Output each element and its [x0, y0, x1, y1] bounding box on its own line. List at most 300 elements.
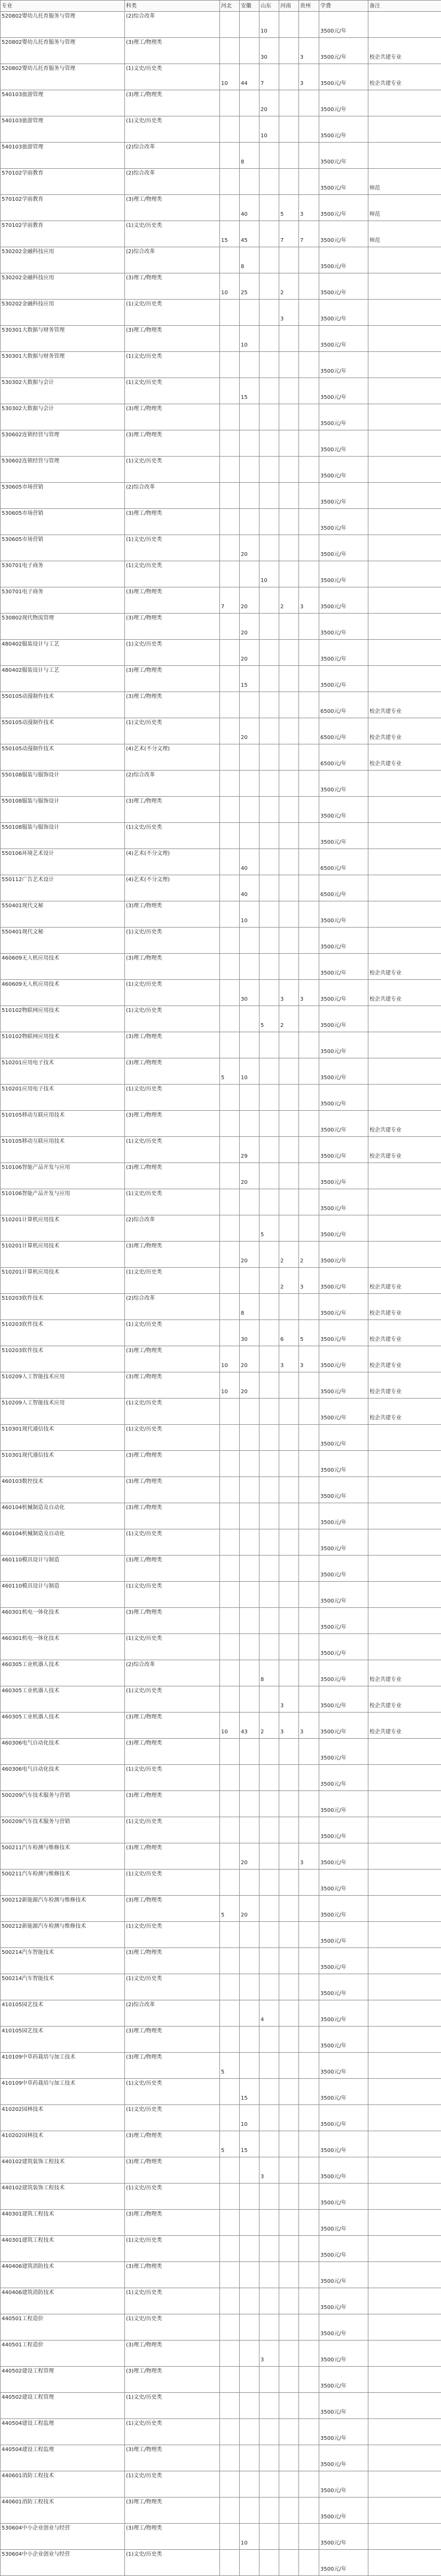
shandong-cell — [259, 1163, 279, 1189]
shandong-cell: 5 — [259, 1215, 279, 1242]
guizhou-cell — [299, 1058, 319, 1085]
category-cell: (1)文史/历史类 — [125, 2393, 220, 2419]
remark-cell — [368, 273, 441, 300]
guizhou-cell — [299, 1582, 319, 1608]
remark-cell — [368, 1634, 441, 1660]
table-row — [1, 247, 441, 273]
anhui-cell: 40 — [240, 849, 259, 875]
tuition-cell: 3500元/年 — [319, 2550, 368, 2576]
table-row — [1, 1451, 441, 1477]
major-cell: 460110模具设计与制造 — [1, 1582, 125, 1608]
guizhou-cell — [299, 2524, 319, 2550]
guizhou-cell — [299, 1032, 319, 1058]
hebei-cell — [220, 954, 240, 980]
table-row — [1, 2393, 441, 2419]
shandong-cell — [259, 1529, 279, 1556]
category-cell: (3)理工/物理类 — [125, 2262, 220, 2288]
shandong-cell: 20 — [259, 90, 279, 116]
category-cell: (3)理工/物理类 — [125, 1948, 220, 1974]
anhui-cell: 8 — [240, 1294, 259, 1320]
anhui-cell — [240, 1634, 259, 1660]
guizhou-cell — [299, 2105, 319, 2131]
shandong-cell — [259, 1948, 279, 1974]
anhui-cell: 20 — [240, 718, 259, 744]
tuition-cell: 3500元/年 — [319, 509, 368, 535]
category-cell: (3)理工/物理类 — [125, 1372, 220, 1399]
anhui-cell: 40 — [240, 875, 259, 901]
henan-cell — [279, 2419, 299, 2445]
major-cell: 510201计算机应用技术 — [1, 1215, 125, 1242]
henan-cell — [279, 1032, 299, 1058]
major-cell: 510209人工智能技术应用 — [1, 1372, 125, 1399]
category-cell: (3)理工/物理类 — [125, 1346, 220, 1372]
henan-cell — [279, 875, 299, 901]
hebei-cell — [220, 2419, 240, 2445]
hebei-cell — [220, 797, 240, 823]
major-cell: 510301现代通信技术 — [1, 1425, 125, 1451]
henan-cell — [279, 666, 299, 692]
shandong-cell — [259, 1477, 279, 1503]
table-row — [1, 1660, 441, 1686]
shandong-cell — [259, 2524, 279, 2550]
anhui-cell — [240, 352, 259, 378]
hebei-cell — [220, 12, 240, 38]
hebei-cell — [220, 2550, 240, 2576]
guizhou-cell — [299, 1660, 319, 1686]
tuition-cell: 3500元/年 — [319, 666, 368, 692]
shandong-cell — [259, 928, 279, 954]
henan-cell — [279, 352, 299, 378]
remark-cell — [368, 143, 441, 169]
major-cell: 440501工程造价 — [1, 2314, 125, 2341]
guizhou-cell — [299, 2367, 319, 2393]
henan-cell — [279, 1922, 299, 1948]
remark-cell — [368, 2288, 441, 2314]
shandong-cell — [259, 2314, 279, 2341]
major-cell: 510209人工智能技术应用 — [1, 1399, 125, 1425]
henan-cell — [279, 1556, 299, 1582]
remark-cell: 师范 — [368, 221, 441, 247]
shandong-cell — [259, 1634, 279, 1660]
table-row — [1, 2262, 441, 2288]
remark-cell — [368, 1791, 441, 1817]
hebei-cell — [220, 90, 240, 116]
hebei-cell — [220, 718, 240, 744]
major-cell: 410202园林技术 — [1, 2131, 125, 2157]
guizhou-cell — [299, 2157, 319, 2184]
category-cell: (2)综合改革 — [125, 1215, 220, 1242]
anhui-cell: 20 — [240, 1242, 259, 1268]
anhui-cell — [240, 169, 259, 195]
remark-cell — [368, 2053, 441, 2079]
major-cell: 500209汽车技术服务与营销 — [1, 1791, 125, 1817]
henan-cell — [279, 2000, 299, 2027]
tuition-cell: 3500元/年 — [319, 483, 368, 509]
tuition-cell: 3500元/年 — [319, 2027, 368, 2053]
guizhou-cell — [299, 2236, 319, 2262]
anhui-cell: 20 — [240, 1163, 259, 1189]
guizhou-cell: 3 — [299, 1268, 319, 1294]
guizhou-cell — [299, 666, 319, 692]
table-row — [1, 1006, 441, 1032]
henan-cell — [279, 744, 299, 771]
remark-cell — [368, 1974, 441, 2000]
remark-cell — [368, 2341, 441, 2367]
category-cell: (1)文史/历史类 — [125, 1137, 220, 1163]
shandong-cell — [259, 1189, 279, 1215]
shandong-cell — [259, 692, 279, 718]
guizhou-cell — [299, 169, 319, 195]
shandong-cell — [259, 587, 279, 614]
hebei-cell — [220, 1163, 240, 1189]
henan-cell — [279, 2288, 299, 2314]
major-cell: 440406建筑消防技术 — [1, 2288, 125, 2314]
shandong-cell — [259, 535, 279, 561]
hebei-cell — [220, 980, 240, 1006]
anhui-cell — [240, 771, 259, 797]
remark-cell — [368, 1032, 441, 1058]
henan-cell — [279, 1634, 299, 1660]
henan-cell — [279, 954, 299, 980]
table-row — [1, 1372, 441, 1399]
category-cell: (3)理工/物理类 — [125, 2524, 220, 2550]
remark-cell — [368, 561, 441, 587]
major-cell: 510201计算机应用技术 — [1, 1268, 125, 1294]
category-cell: (1)文史/历史类 — [125, 1320, 220, 1346]
tuition-cell: 3500元/年 — [319, 2314, 368, 2341]
henan-cell: 5 — [279, 195, 299, 221]
tuition-cell: 3500元/年 — [319, 2524, 368, 2550]
anhui-cell — [240, 404, 259, 430]
hebei-cell — [220, 1320, 240, 1346]
guizhou-cell — [299, 2079, 319, 2105]
tuition-cell: 3500元/年 — [319, 2419, 368, 2445]
tuition-cell: 3500元/年 — [319, 1608, 368, 1634]
category-cell: (3)理工/物理类 — [125, 1791, 220, 1817]
table-row — [1, 1503, 441, 1529]
category-cell: (4)艺术(不分文理) — [125, 875, 220, 901]
shandong-cell — [259, 849, 279, 875]
guizhou-cell: 3 — [299, 1713, 319, 1739]
anhui-cell: 15 — [240, 2131, 259, 2157]
shandong-cell — [259, 1320, 279, 1346]
henan-cell — [279, 535, 299, 561]
table-row — [1, 1399, 441, 1425]
category-cell: (1)文史/历史类 — [125, 1974, 220, 2000]
henan-cell — [279, 2027, 299, 2053]
guizhou-cell — [299, 561, 319, 587]
category-cell: (3)理工/物理类 — [125, 430, 220, 457]
shandong-cell: 2 — [259, 1713, 279, 1739]
guizhou-cell — [299, 509, 319, 535]
major-cell: 460306电气自动化技术 — [1, 1765, 125, 1791]
shandong-cell — [259, 195, 279, 221]
major-cell: 440601消防工程技术 — [1, 2498, 125, 2524]
anhui-cell — [240, 2000, 259, 2027]
table-row — [1, 692, 441, 718]
major-cell: 460305工业机器人技术 — [1, 1660, 125, 1686]
anhui-cell: 10 — [240, 2524, 259, 2550]
table-row — [1, 169, 441, 195]
table-row — [1, 1713, 441, 1739]
henan-cell — [279, 1451, 299, 1477]
major-cell: 440102建筑装饰工程技术 — [1, 2184, 125, 2210]
shandong-cell — [259, 221, 279, 247]
remark-cell — [368, 1739, 441, 1765]
anhui-cell — [240, 1503, 259, 1529]
shandong-cell — [259, 1058, 279, 1085]
anhui-cell — [240, 1006, 259, 1032]
guizhou-cell — [299, 457, 319, 483]
remark-cell — [368, 1451, 441, 1477]
guizhou-cell — [299, 2498, 319, 2524]
table-row — [1, 326, 441, 352]
guizhou-cell — [299, 901, 319, 928]
anhui-cell: 30 — [240, 1320, 259, 1346]
major-cell: 530605市场营销 — [1, 483, 125, 509]
tuition-cell: 3500元/年 — [319, 1582, 368, 1608]
guizhou-cell — [299, 12, 319, 38]
remark-cell — [368, 404, 441, 430]
shandong-cell — [259, 1451, 279, 1477]
hebei-cell — [220, 1189, 240, 1215]
hebei-cell — [220, 1765, 240, 1791]
hebei-cell: 5 — [220, 1896, 240, 1922]
table-row — [1, 2236, 441, 2262]
category-cell: (2)综合改革 — [125, 247, 220, 273]
remark-cell — [368, 2367, 441, 2393]
hebei-cell — [220, 1739, 240, 1765]
remark-cell: 校企共建专业 — [368, 744, 441, 771]
henan-cell — [279, 1085, 299, 1111]
major-cell: 550108服装与服饰设计 — [1, 797, 125, 823]
shandong-cell — [259, 2419, 279, 2445]
anhui-cell — [240, 1529, 259, 1556]
remark-cell — [368, 666, 441, 692]
shandong-cell — [259, 1503, 279, 1529]
guizhou-cell — [299, 1006, 319, 1032]
category-cell: (1)文史/历史类 — [125, 1582, 220, 1608]
table-row — [1, 1556, 441, 1582]
shandong-cell: 7 — [259, 64, 279, 90]
hebei-cell — [220, 38, 240, 64]
remark-cell — [368, 1556, 441, 1582]
hebei-cell — [220, 1608, 240, 1634]
table-row — [1, 1085, 441, 1111]
hebei-cell — [220, 1268, 240, 1294]
henan-cell — [279, 1503, 299, 1529]
hebei-cell — [220, 2524, 240, 2550]
henan-cell — [279, 2498, 299, 2524]
shandong-cell: 10 — [259, 116, 279, 143]
henan-cell — [279, 247, 299, 273]
table-row — [1, 2288, 441, 2314]
anhui-cell: 15 — [240, 2079, 259, 2105]
major-cell: 530604中小企业创业与经营 — [1, 2524, 125, 2550]
hebei-cell — [220, 1817, 240, 1843]
table-row — [1, 561, 441, 587]
category-cell: (2)综合改革 — [125, 1294, 220, 1320]
table-row — [1, 928, 441, 954]
hebei-cell — [220, 300, 240, 326]
hebei-cell — [220, 875, 240, 901]
anhui-cell — [240, 561, 259, 587]
guizhou-cell — [299, 2027, 319, 2053]
anhui-cell: 20 — [240, 1372, 259, 1399]
major-cell: 530802现代物流管理 — [1, 614, 125, 640]
henan-cell — [279, 116, 299, 143]
table-row — [1, 2000, 441, 2027]
table-row — [1, 1137, 441, 1163]
tuition-cell: 3500元/年 — [319, 2236, 368, 2262]
tuition-cell: 3500元/年 — [319, 928, 368, 954]
shandong-cell — [259, 1085, 279, 1111]
major-cell: 460301机电一体化技术 — [1, 1634, 125, 1660]
table-row — [1, 273, 441, 300]
table-row — [1, 1058, 441, 1085]
header-anhui: 安徽 — [240, 1, 259, 12]
henan-cell — [279, 483, 299, 509]
remark-cell — [368, 378, 441, 404]
major-cell: 550112广告艺术设计 — [1, 875, 125, 901]
major-cell: 460609无人机应用技术 — [1, 980, 125, 1006]
guizhou-cell — [299, 2000, 319, 2027]
tuition-cell: 3500元/年 — [319, 2157, 368, 2184]
hebei-cell — [220, 116, 240, 143]
category-cell: (3)理工/物理类 — [125, 1608, 220, 1634]
henan-cell — [279, 2262, 299, 2288]
guizhou-cell — [299, 2262, 319, 2288]
tuition-cell: 3500元/年 — [319, 1399, 368, 1425]
shandong-cell — [259, 1765, 279, 1791]
remark-cell — [368, 1922, 441, 1948]
guizhou-cell — [299, 1372, 319, 1399]
major-cell: 530602连锁经营与管理 — [1, 457, 125, 483]
category-cell: (1)文史/历史类 — [125, 1870, 220, 1896]
shandong-cell — [259, 169, 279, 195]
category-cell: (3)理工/物理类 — [125, 90, 220, 116]
hebei-cell — [220, 1582, 240, 1608]
category-cell: (3)理工/物理类 — [125, 1556, 220, 1582]
major-cell: 530602连锁经营与管理 — [1, 430, 125, 457]
shandong-cell — [259, 143, 279, 169]
table-row — [1, 849, 441, 875]
anhui-cell: 10 — [240, 326, 259, 352]
guizhou-cell — [299, 1111, 319, 1137]
guizhou-cell — [299, 300, 319, 326]
table-row — [1, 2210, 441, 2236]
hebei-cell — [220, 2105, 240, 2131]
henan-cell — [279, 1896, 299, 1922]
anhui-cell — [240, 1268, 259, 1294]
anhui-cell — [240, 1739, 259, 1765]
shandong-cell — [259, 2184, 279, 2210]
henan-cell: 2 — [279, 1268, 299, 1294]
tuition-cell: 3500元/年 — [319, 797, 368, 823]
table-row — [1, 1163, 441, 1189]
table-row — [1, 483, 441, 509]
category-cell: (1)文史/历史类 — [125, 2471, 220, 2498]
major-cell: 410202园林技术 — [1, 2105, 125, 2131]
henan-cell — [279, 1137, 299, 1163]
guizhou-cell — [299, 1503, 319, 1529]
tuition-cell: 3500元/年 — [319, 300, 368, 326]
guizhou-cell — [299, 849, 319, 875]
table-row — [1, 509, 441, 535]
anhui-cell — [240, 1582, 259, 1608]
category-cell: (3)理工/物理类 — [125, 404, 220, 430]
remark-cell: 校企共建专业 — [368, 1346, 441, 1372]
remark-cell — [368, 430, 441, 457]
anhui-cell: 20 — [240, 614, 259, 640]
henan-cell — [279, 2471, 299, 2498]
category-cell: (3)理工/物理类 — [125, 1739, 220, 1765]
hebei-cell: 7 — [220, 587, 240, 614]
anhui-cell — [240, 2471, 259, 2498]
shandong-cell — [259, 2498, 279, 2524]
table-header-row — [1, 1, 441, 12]
shandong-cell — [259, 1032, 279, 1058]
remark-cell — [368, 849, 441, 875]
hebei-cell — [220, 378, 240, 404]
hebei-cell — [220, 1922, 240, 1948]
henan-cell — [279, 1477, 299, 1503]
guizhou-cell — [299, 1765, 319, 1791]
shandong-cell — [259, 457, 279, 483]
hebei-cell — [220, 1477, 240, 1503]
tuition-cell: 3500元/年 — [319, 2000, 368, 2027]
category-cell: (3)理工/物理类 — [125, 587, 220, 614]
henan-cell: 2 — [279, 587, 299, 614]
remark-cell: 校企共建专业 — [368, 980, 441, 1006]
remark-cell — [368, 2524, 441, 2550]
guizhou-cell — [299, 2393, 319, 2419]
henan-cell — [279, 1399, 299, 1425]
shandong-cell — [259, 483, 279, 509]
tuition-cell: 3500元/年 — [319, 2131, 368, 2157]
henan-cell — [279, 2314, 299, 2341]
table-row — [1, 1189, 441, 1215]
shandong-cell — [259, 2288, 279, 2314]
tuition-cell: 3500元/年 — [319, 404, 368, 430]
tuition-cell: 3500元/年 — [319, 1006, 368, 1032]
table-row — [1, 640, 441, 666]
guizhou-cell — [299, 1686, 319, 1713]
tuition-cell: 3500元/年 — [319, 1058, 368, 1085]
tuition-cell: 3500元/年 — [319, 2445, 368, 2471]
henan-cell: 3 — [279, 1346, 299, 1372]
anhui-cell: 15 — [240, 666, 259, 692]
guizhou-cell — [299, 614, 319, 640]
remark-cell — [368, 875, 441, 901]
major-cell: 410109中草药栽培与加工技术 — [1, 2079, 125, 2105]
remark-cell — [368, 326, 441, 352]
anhui-cell: 20 — [240, 1346, 259, 1372]
tuition-cell: 3500元/年 — [319, 535, 368, 561]
tuition-cell: 3500元/年 — [319, 169, 368, 195]
henan-cell — [279, 1974, 299, 2000]
guizhou-cell — [299, 2314, 319, 2341]
hebei-cell — [220, 1660, 240, 1686]
henan-cell — [279, 901, 299, 928]
hebei-cell — [220, 2288, 240, 2314]
shandong-cell — [259, 378, 279, 404]
hebei-cell — [220, 509, 240, 535]
anhui-cell — [240, 1399, 259, 1425]
hebei-cell — [220, 457, 240, 483]
hebei-cell — [220, 2079, 240, 2105]
tuition-cell: 3500元/年 — [319, 273, 368, 300]
